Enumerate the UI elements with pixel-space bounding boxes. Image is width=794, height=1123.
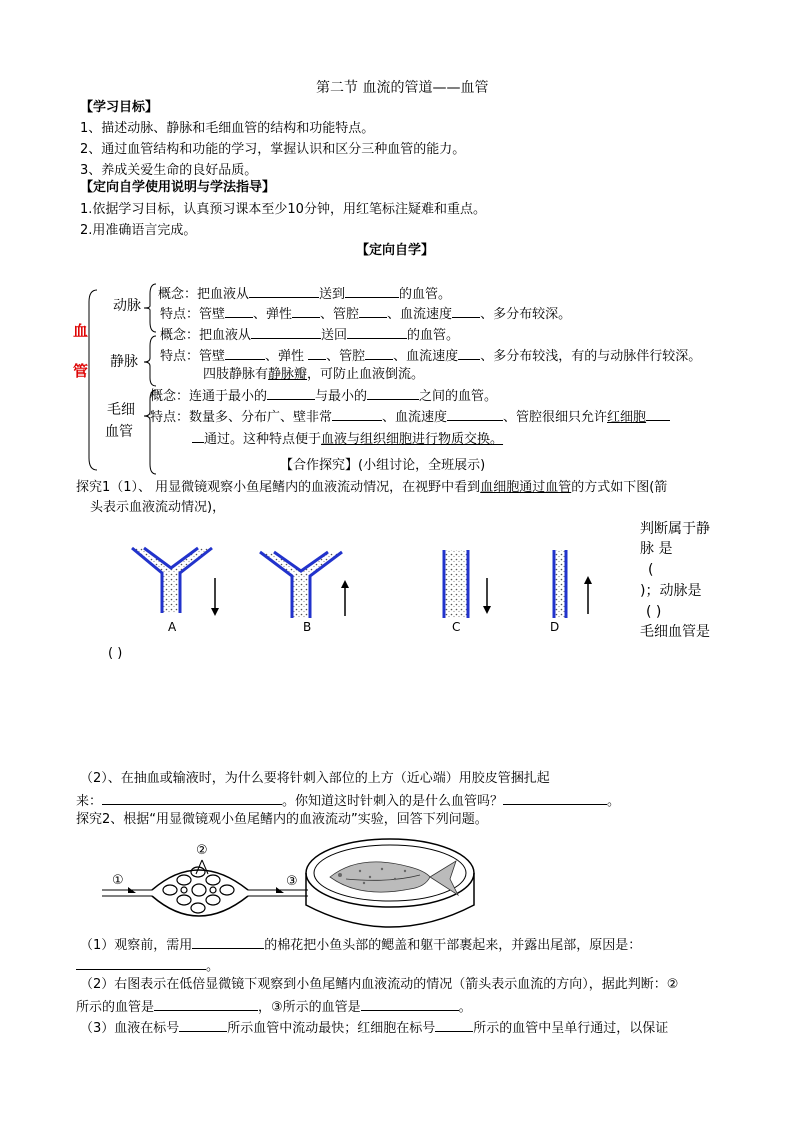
diagram-c (444, 550, 491, 618)
vein-name: 静脉 (110, 354, 138, 370)
diagram-a (132, 548, 219, 616)
artery-name: 动脉 (113, 298, 141, 314)
side-text-1: 判断属于静 (640, 521, 710, 537)
vessel-diagrams (120, 538, 610, 638)
vein-concept: 概念：把血液从 送回 的血管。 (160, 328, 460, 343)
objective-item: 1、描述动脉、静脉和毛细血管的结构和功能特点。 (80, 121, 375, 136)
side-text-4: )；动脉是 (640, 583, 702, 599)
guide-item: 1.依据学习目标，认真预习课本至少10分钟，用红笔标注疑难和重点。 (80, 202, 486, 217)
q2-p2-line1: （2）右图表示在低倍显微镜下观察到小鱼尾鳍内血液流动的情况（箭头表示血流的方向），据此判断：② (80, 977, 679, 992)
side-text-6: 毛细血管是 (640, 624, 710, 640)
capillary-name-1: 毛细 (107, 402, 135, 418)
guide-heading: 【定向自学使用说明与学法指导】 (80, 180, 276, 195)
petri-dish-fish-image (300, 833, 480, 943)
capillary-feature: 特点：数量多、分布广、壁非常 、血流速度 、管腔很细只允许红细胞 (150, 408, 670, 426)
side-text-2: 脉 是 (640, 541, 673, 557)
artery-feature: 特点：管壁 、弹性 、管腔 、血流速度 、多分布较深。 (160, 307, 572, 322)
diagram-b (260, 552, 349, 618)
q2-heading: 探究2、根据“用显微镜观小鱼尾鳍内的血液流动”实验，回答下列问题。 (76, 812, 488, 827)
label-c: C (452, 620, 461, 634)
guide-item: 2.用准确语言完成。 (80, 223, 197, 238)
label-b: B (303, 620, 312, 634)
capillary-concept: 概念：连通于最小的 与最小的 之间的血管。 (150, 389, 498, 404)
q1-line2: 头表示血液流动情况)， (90, 500, 226, 515)
q2-p3: （3）血液在标号 所示血管中流动最快；红细胞在标号 所示的血管中呈单行通过，以保证 (80, 1021, 669, 1036)
q2-p2-line2: 所示的血管是 ，③所示的血管是 。 (76, 1000, 472, 1015)
objective-item: 3、养成关爱生命的良好品质。 (80, 163, 258, 178)
q1b-line2: 来： 。你知道这时针刺入的是什么血管吗？ 。 (76, 794, 621, 809)
marker-1: ① (112, 873, 124, 888)
label-a: A (168, 620, 177, 634)
vessel-label-1: 血 (73, 322, 89, 340)
page-title: 第二节 血流的管道——血管 (316, 80, 489, 96)
q1-line1: 探究1（1）、 用显微镜观察小鱼尾鳍内的血液流动情况，在视野中看到血细胞通过血管的方式如下图(箭 (76, 480, 668, 495)
vein-note: 四肢静脉有静脉瓣，可防止血液倒流。 (203, 367, 425, 382)
q2-p1-end: 。 (76, 957, 219, 975)
capillary-network-diagram (98, 840, 318, 920)
coop-heading: 【合作探究】(小组讨论，全班展示) (280, 458, 486, 473)
marker-2: ② (196, 843, 208, 858)
diagram-d (554, 550, 592, 618)
q1b-line1: （2）、在抽血或输液时，为什么要将针刺入部位的上方（近心端）用胶皮管捆扎起 (80, 771, 550, 786)
q2-p1: （1）观察前，需用 的棉花把小鱼头部的鳃盖和躯干部裹起来，并露出尾部，原因是： (80, 938, 642, 953)
vessel-label-2: 管 (73, 362, 89, 380)
objectives-heading: 【学习目标】 (80, 100, 159, 115)
side-text-5: ( ) (646, 604, 662, 620)
capillary-feature-2: 通过。这种特点便于血液与组织细胞进行物质交换。 (192, 430, 503, 448)
objective-item: 2、通过血管结构和功能的学习，掌握认识和区分三种血管的能力。 (80, 142, 466, 157)
vein-feature: 特点：管壁 、弹性 、管腔 、血流速度 、多分布较浅，有的与动脉伴行较深。 (160, 349, 702, 364)
answer-paren: ( ) (108, 646, 123, 661)
label-d: D (550, 620, 560, 634)
marker-3: ③ (286, 874, 298, 889)
capillary-name-2: 血管 (105, 424, 133, 440)
artery-concept: 概念：把血液从 送到 的血管。 (158, 287, 452, 302)
side-text-3: ( (648, 562, 654, 578)
self-study-heading: 【定向自学】 (356, 243, 435, 258)
